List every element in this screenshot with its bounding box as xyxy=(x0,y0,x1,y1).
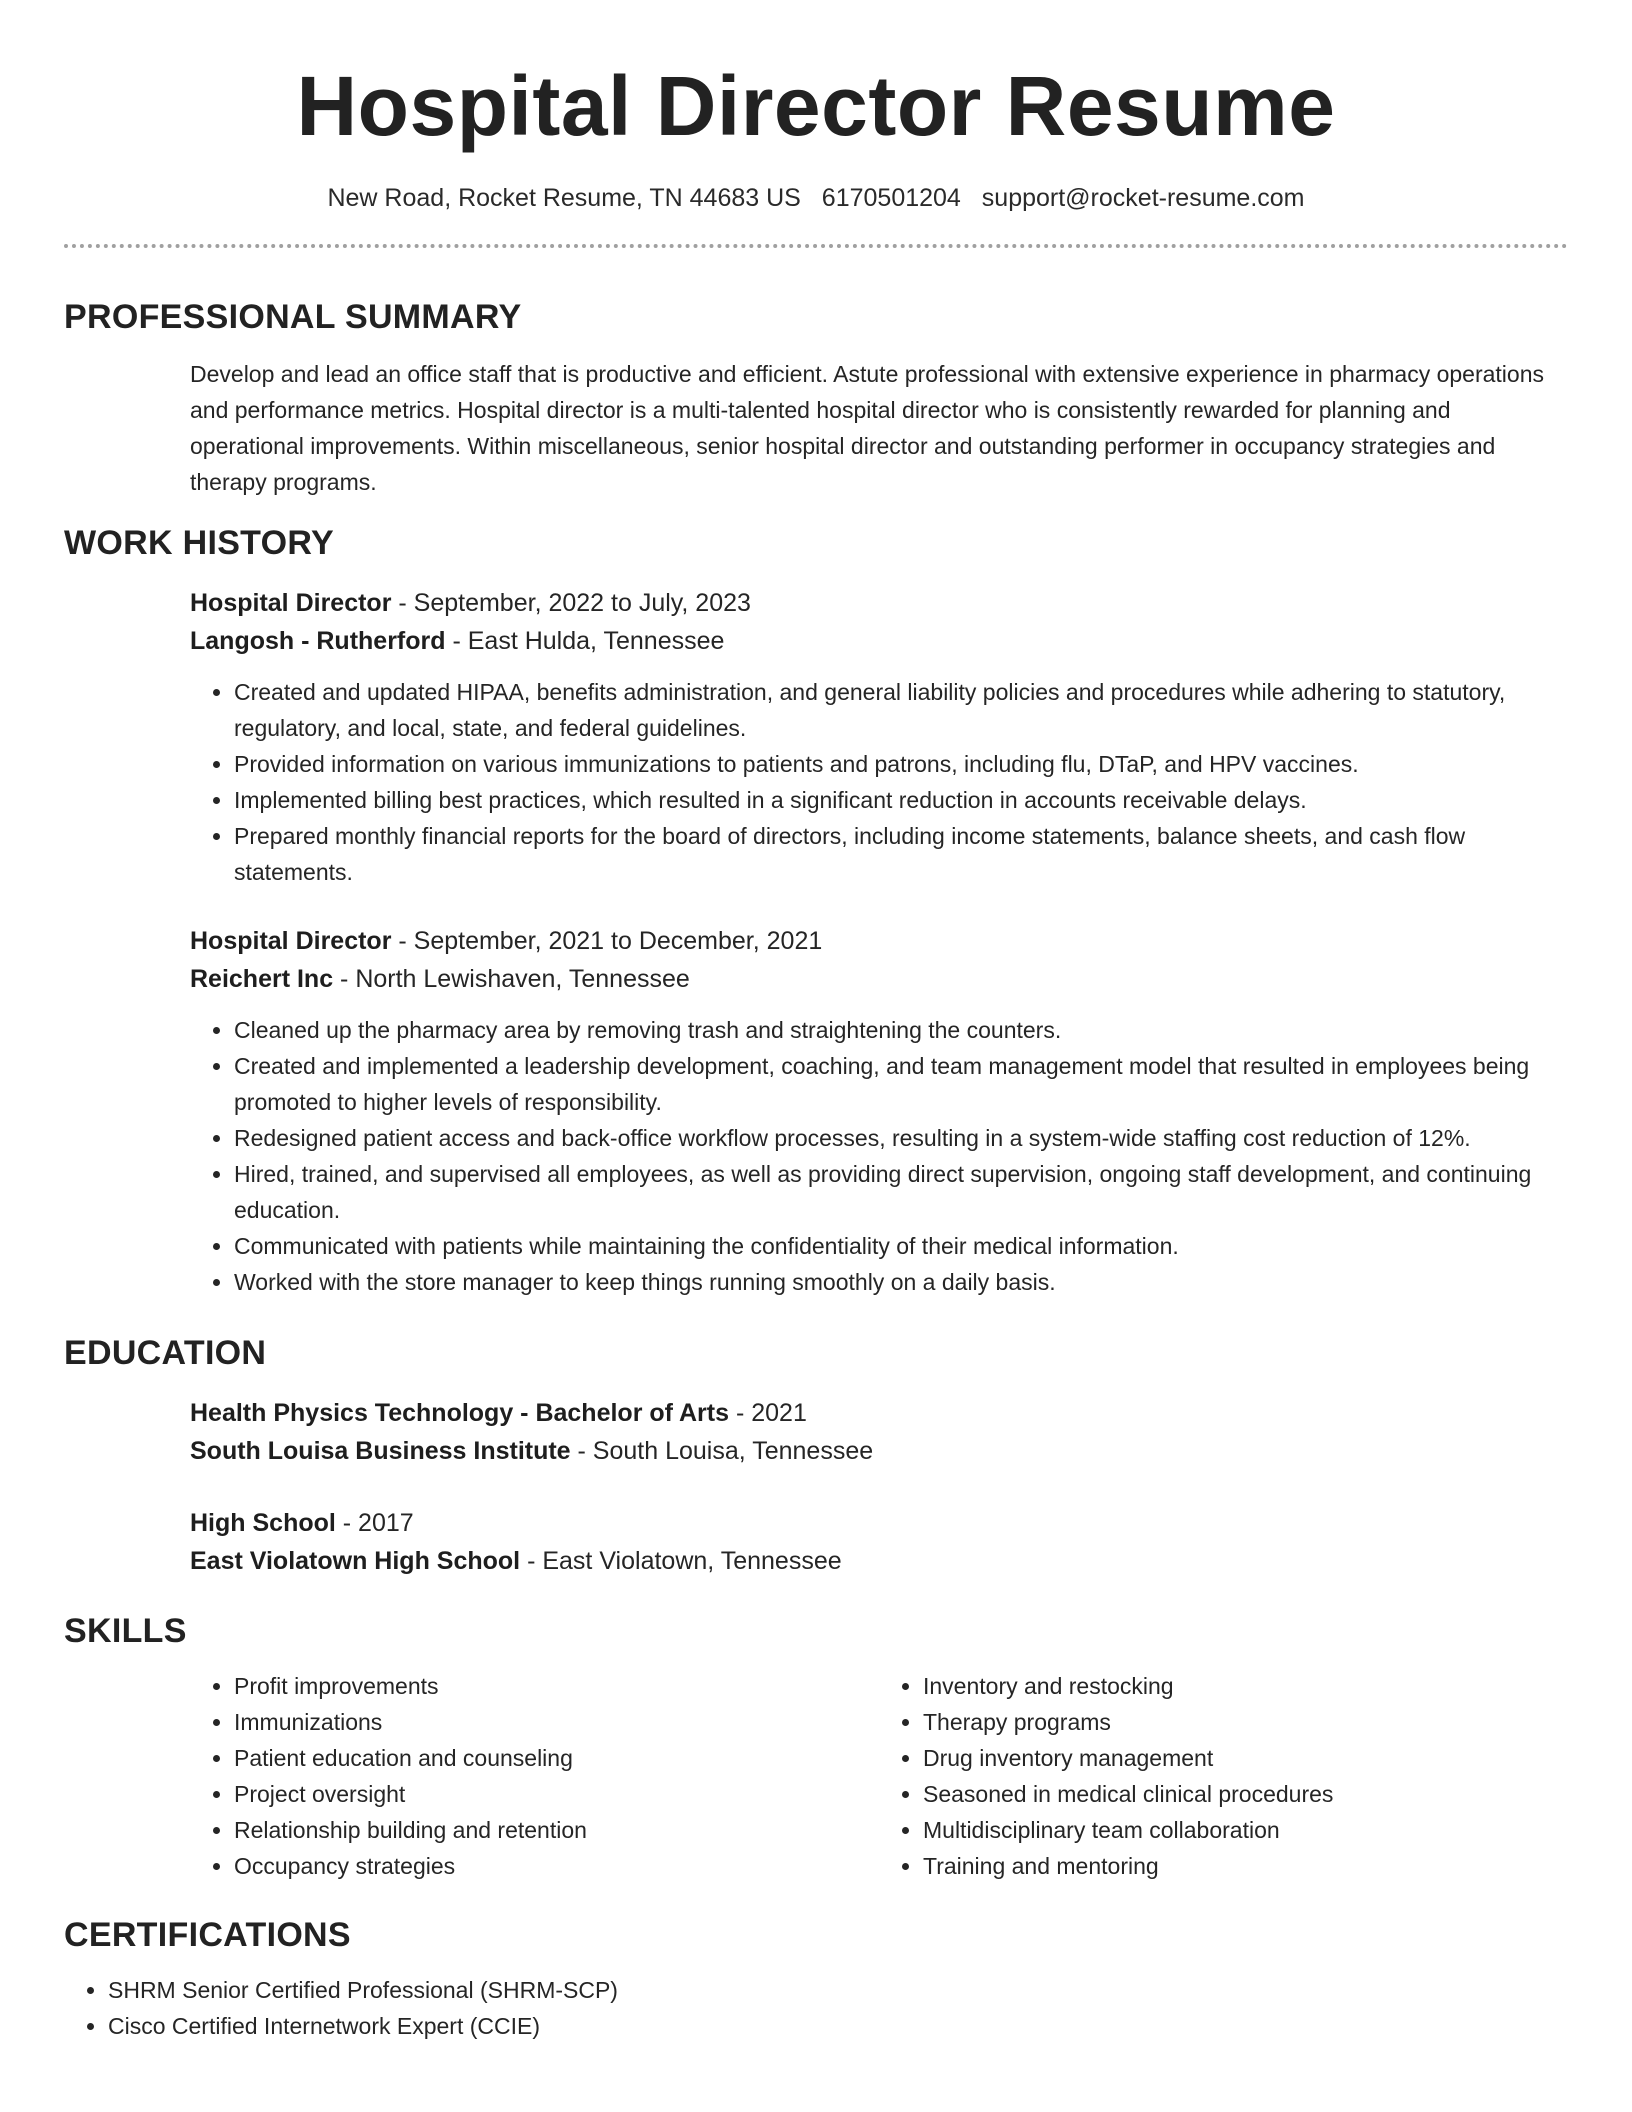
work-section xyxy=(64,522,1568,1300)
degree-line xyxy=(190,1394,1568,1432)
resume-title: Hospital Director Resume xyxy=(296,59,1336,153)
list-item: • Communicated with patients while maintaining the confidentiality of their medical information. xyxy=(234,1228,1568,1264)
education-heading: EDUCATION xyxy=(64,1334,267,1372)
job-title-line xyxy=(190,584,1568,622)
resume-page xyxy=(64,0,1568,2044)
job-title: Hospital Director xyxy=(190,927,392,955)
list-item: • Created and implemented a leadership development, coaching, and team management model that resulted in employees being promoted to higher levels of responsibility. xyxy=(234,1048,1568,1120)
list-item: • Redesigned patient access and back-office workflow processes, resulting in a system-wide staffing cost reduction of 12%. xyxy=(234,1120,1568,1156)
list-item: • Multidisciplinary team collaboration xyxy=(923,1812,1568,1848)
skills-left-column xyxy=(190,1668,879,1884)
list-item: • Therapy programs xyxy=(923,1704,1568,1740)
job-entry xyxy=(190,584,1568,890)
summary-text: Develop and lead an office staff that is productive and efficient. Astute professional with extensive experience in pharmacy operations and performance metrics. Hospital director is a multi-talented hospital director who is consistently rewarded for planning and operational improvements. Within miscellaneous, senior hospital director and outstanding performer in occupancy strategies and therapy programs. xyxy=(190,361,1544,495)
school-line xyxy=(190,1542,1568,1580)
job-company-line xyxy=(190,960,1568,998)
work-heading: WORK HISTORY xyxy=(64,524,334,562)
list-item: • Drug inventory management xyxy=(923,1740,1568,1776)
job-entry xyxy=(190,922,1568,1300)
job-title: Hospital Director xyxy=(190,589,392,617)
education-entry xyxy=(190,1394,1568,1470)
education-section xyxy=(64,1332,1568,1580)
skills-section xyxy=(64,1610,1568,1884)
summary-heading: PROFESSIONAL SUMMARY xyxy=(64,298,522,336)
skills-columns xyxy=(190,1668,1568,1884)
list-item: • Provided information on various immunizations to patients and patrons, including flu, DTaP, and HPV vaccines. xyxy=(234,746,1568,782)
list-item: • Project oversight xyxy=(234,1776,879,1812)
list-item: • Immunizations xyxy=(234,1704,879,1740)
school-name: East Violatown High School xyxy=(190,1547,521,1575)
job-company: Reichert Inc xyxy=(190,965,334,993)
contact-email: support@rocket-resume.com xyxy=(981,184,1305,212)
job-dates: - September, 2021 to December, 2021 xyxy=(391,927,823,955)
list-item: • Occupancy strategies xyxy=(234,1848,879,1884)
school-location: - South Louisa, Tennessee xyxy=(570,1437,874,1465)
contact-line xyxy=(64,182,1568,214)
list-item: • Hired, trained, and supervised all employees, as well as providing direct supervision, ongoing staff development, and continuing education. xyxy=(234,1156,1568,1228)
list-item: • Relationship building and retention xyxy=(234,1812,879,1848)
job-location: - East Hulda, Tennessee xyxy=(445,627,725,655)
skills-right-column xyxy=(879,1668,1568,1884)
job-company: Langosh - Rutherford xyxy=(190,627,446,655)
list-item: • Cisco Certified Internetwork Expert (CCIE) xyxy=(108,2008,1568,2044)
list-item: • Profit improvements xyxy=(234,1668,879,1704)
summary-section xyxy=(64,296,1568,500)
contact-phone: 6170501204 xyxy=(821,184,961,212)
header-divider xyxy=(64,244,1568,248)
list-item: • Created and updated HIPAA, benefits administration, and general liability policies and procedures while adhering to statutory, regulatory, and local, state, and federal guidelines. xyxy=(234,674,1568,746)
contact-address: New Road, Rocket Resume, TN 44683 US xyxy=(327,184,801,212)
list-item: • Training and mentoring xyxy=(923,1848,1568,1884)
list-item: • Prepared monthly financial reports for the board of directors, including income statements, balance sheets, and cash flow statements. xyxy=(234,818,1568,890)
certifications-heading: CERTIFICATIONS xyxy=(64,1916,351,1954)
job-bullets xyxy=(190,674,1568,890)
job-company-line xyxy=(190,622,1568,660)
school-line xyxy=(190,1432,1568,1470)
list-item: • Inventory and restocking xyxy=(923,1668,1568,1704)
list-item: • Implemented billing best practices, which resulted in a significant reduction in accounts receivable delays. xyxy=(234,782,1568,818)
list-item: • SHRM Senior Certified Professional (SHRM-SCP) xyxy=(108,1972,1568,2008)
degree-line xyxy=(190,1504,1568,1542)
degree-year: - 2021 xyxy=(729,1399,807,1427)
list-item: • Seasoned in medical clinical procedures xyxy=(923,1776,1568,1812)
job-dates: - September, 2022 to July, 2023 xyxy=(391,589,751,617)
degree-year: - 2017 xyxy=(335,1509,414,1537)
job-bullets xyxy=(190,1012,1568,1300)
job-title-line xyxy=(190,922,1568,960)
certifications-list xyxy=(64,1972,1568,2044)
degree-name: Health Physics Technology - Bachelor of Arts xyxy=(190,1399,730,1427)
certifications-section xyxy=(64,1914,1568,2044)
school-location: - East Violatown, Tennessee xyxy=(520,1547,842,1575)
education-entry xyxy=(190,1504,1568,1580)
job-location: - North Lewishaven, Tennessee xyxy=(333,965,690,993)
skills-heading: SKILLS xyxy=(64,1612,187,1650)
degree-name: High School xyxy=(190,1509,336,1537)
list-item: • Cleaned up the pharmacy area by removing trash and straightening the counters. xyxy=(234,1012,1568,1048)
school-name: South Louisa Business Institute xyxy=(190,1437,571,1465)
list-item: • Worked with the store manager to keep things running smoothly on a daily basis. xyxy=(234,1264,1568,1300)
list-item: • Patient education and counseling xyxy=(234,1740,879,1776)
